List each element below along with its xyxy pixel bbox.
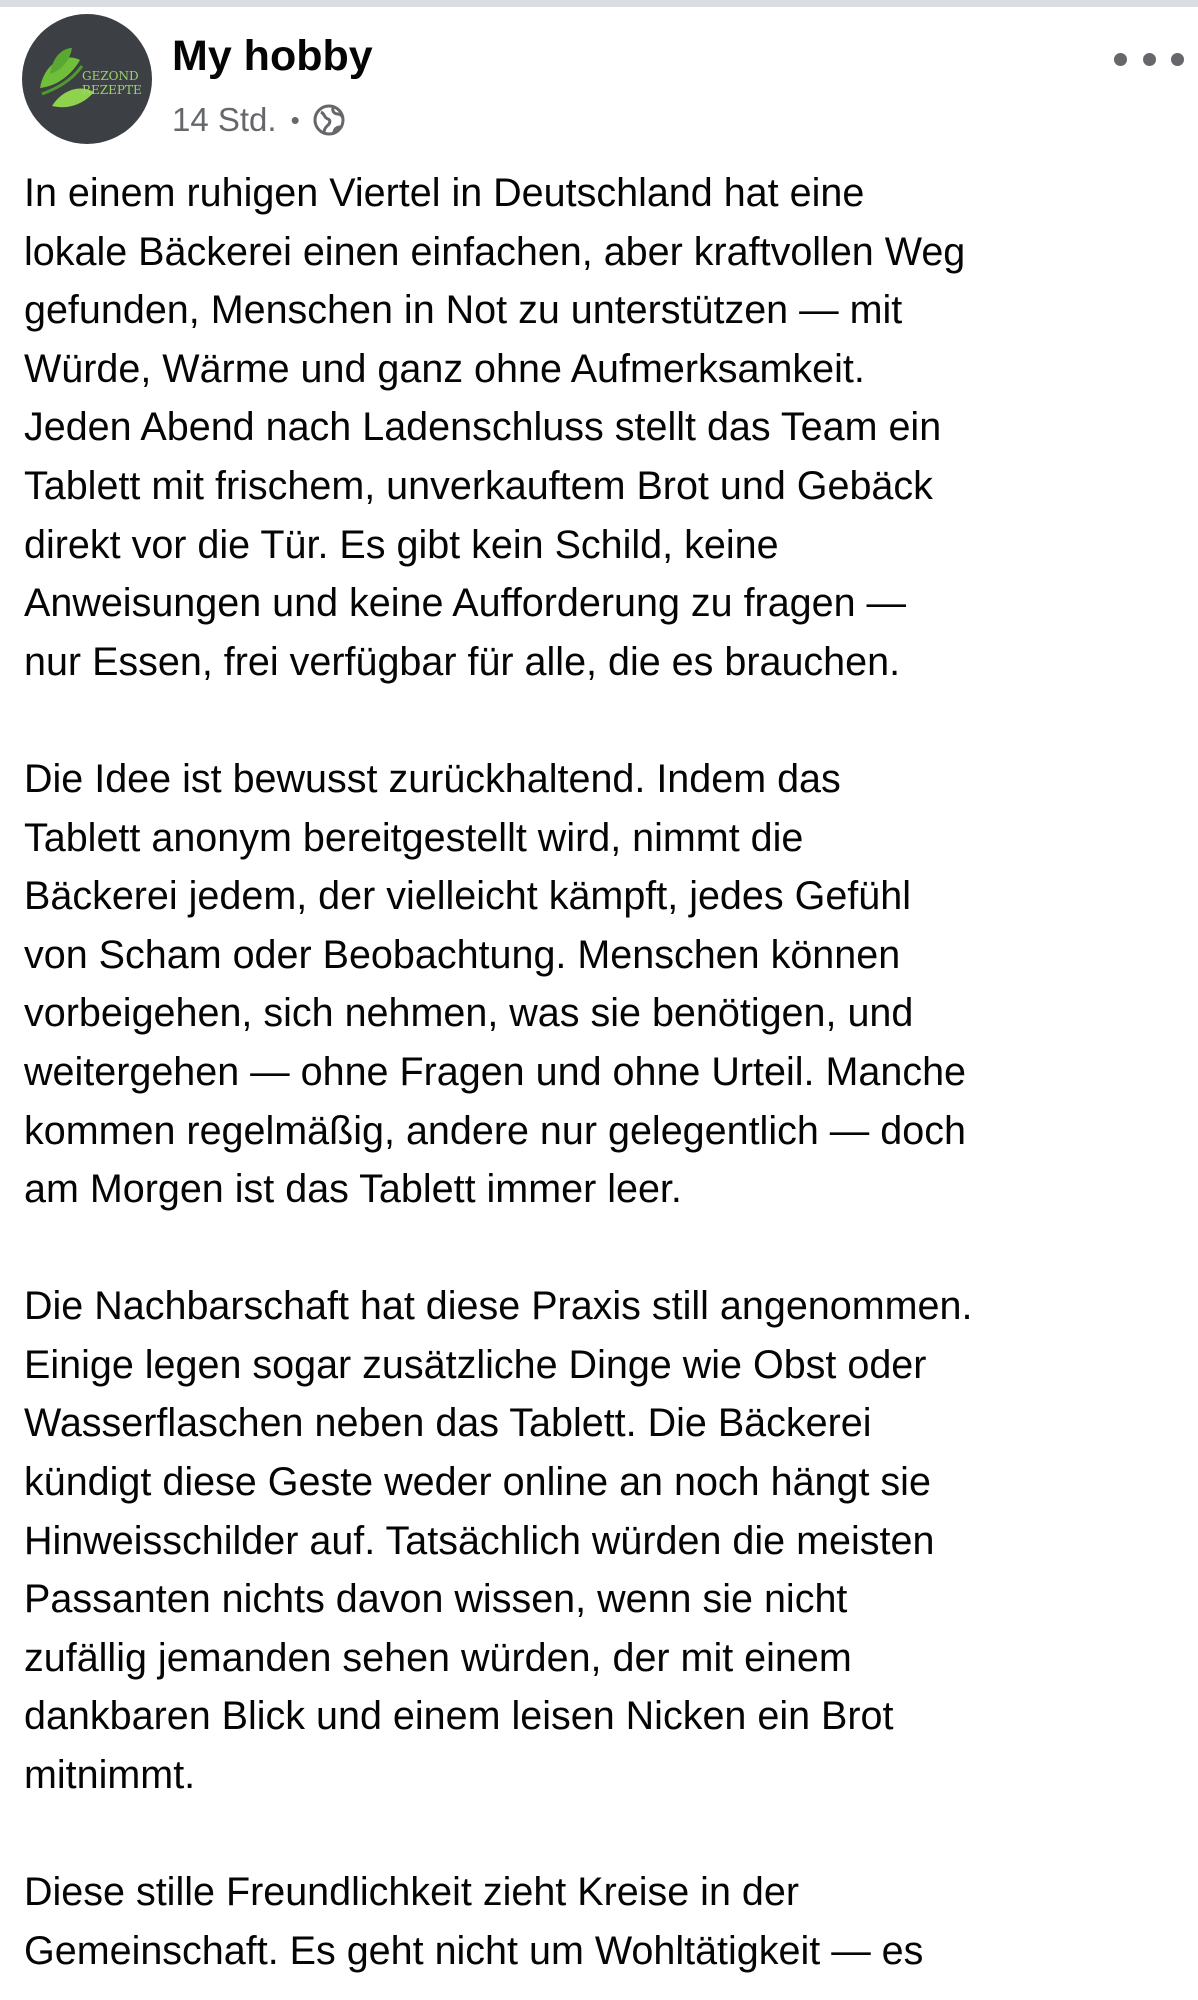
post-paragraph: [24, 1277, 1174, 1804]
post-paragraph: [24, 750, 1174, 1219]
post-text-line: lokale Bäckerei einen einfachen, aber kraftvollen Weg: [24, 229, 966, 274]
more-dot: [1171, 53, 1184, 66]
top-divider: [0, 0, 1198, 7]
svg-text:REZEPTE: REZEPTE: [82, 83, 142, 97]
meta-separator: •: [290, 104, 300, 135]
post-text-line: Jeden Abend nach Ladenschluss stellt das Team ein: [24, 405, 942, 450]
post-paragraph: [24, 164, 1174, 691]
post-text-line: Hinweisschilder auf. Tatsächlich würden die meisten: [24, 1518, 935, 1563]
post-text-line: weitergehen — ohne Fragen und ohne Urteil. Manche: [24, 1049, 967, 1094]
post-text-line: In einem ruhigen Viertel in Deutschland hat eine: [24, 171, 865, 215]
more-dot: [1114, 53, 1127, 66]
post-text-line: Tablett mit frischem, unverkauftem Brot und Gebäck: [24, 463, 933, 508]
more-options-icon[interactable]: [1114, 44, 1184, 74]
post-text-line: Passanten nichts davon wissen, wenn sie nicht: [24, 1577, 848, 1622]
globe-icon[interactable]: [312, 103, 346, 137]
post-text-line: kommen regelmäßig, andere nur gelegentlich — doch: [24, 1108, 966, 1153]
post-text-line: Einige legen sogar zusätzliche Dinge wie Obst oder: [24, 1342, 927, 1387]
post-text-line: Die Idee ist bewusst zurückhaltend. Indem das: [24, 756, 841, 801]
post-text-line: kündigt diese Geste weder online an noch hängt sie: [24, 1460, 931, 1505]
post-timestamp[interactable]: 14 Std.: [172, 101, 277, 138]
post-meta: [172, 98, 346, 142]
post-text-line: mitnimmt.: [24, 1753, 196, 1798]
more-dot: [1143, 53, 1156, 66]
post-text-line: von Scham oder Beobachtung. Menschen können: [24, 932, 901, 977]
page-avatar[interactable]: [22, 14, 152, 144]
post-text-line: Bäckerei jedem, der vielleicht kämpft, jedes Gefühl: [24, 874, 911, 919]
author-name[interactable]: My hobby: [172, 32, 373, 80]
post-text-line: Würde, Wärme und ganz ohne Aufmerksamkeit.: [24, 346, 865, 391]
post-text-line: vorbeigehen, sich nehmen, was sie benötigen, und: [24, 991, 914, 1036]
post-text-line: dankbaren Blick und einem leisen Nicken ein Brot: [24, 1694, 894, 1739]
post-text-line: Anweisungen und keine Aufforderung zu fragen —: [24, 581, 907, 626]
post-header: [22, 14, 1176, 144]
post-text-line: Die Nachbarschaft hat diese Praxis still angenommen.: [24, 1284, 973, 1329]
post-text-line: gefunden, Menschen in Not zu unterstützen — mit: [24, 288, 903, 333]
post-text-line: Tablett anonym bereitgestellt wird, nimmt die: [24, 815, 804, 860]
post-text-line: Wasserflaschen neben das Tablett. Die Bäckerei: [24, 1401, 872, 1446]
post-text-line: nur Essen, frei verfügbar für alle, die es brauchen.: [24, 639, 901, 684]
post-text-line: Diese stille Freundlichkeit zieht Kreise in der: [24, 1870, 799, 1915]
post-text: [24, 164, 1174, 2000]
post-text-line: Gemeinschaft. Es geht nicht um Wohltätigkeit — es: [24, 1928, 924, 1973]
post-text-line: zufällig jemanden sehen würden, der mit einem: [24, 1635, 852, 1680]
post-text-line: direkt vor die Tür. Es gibt kein Schild, keine: [24, 522, 779, 567]
gezond-rezepte-logo-icon: [22, 14, 152, 144]
svg-text:GEZOND: GEZOND: [82, 69, 139, 83]
post-text-line: am Morgen ist das Tablett immer leer.: [24, 1167, 682, 1212]
post-paragraph: [24, 1863, 1174, 1980]
